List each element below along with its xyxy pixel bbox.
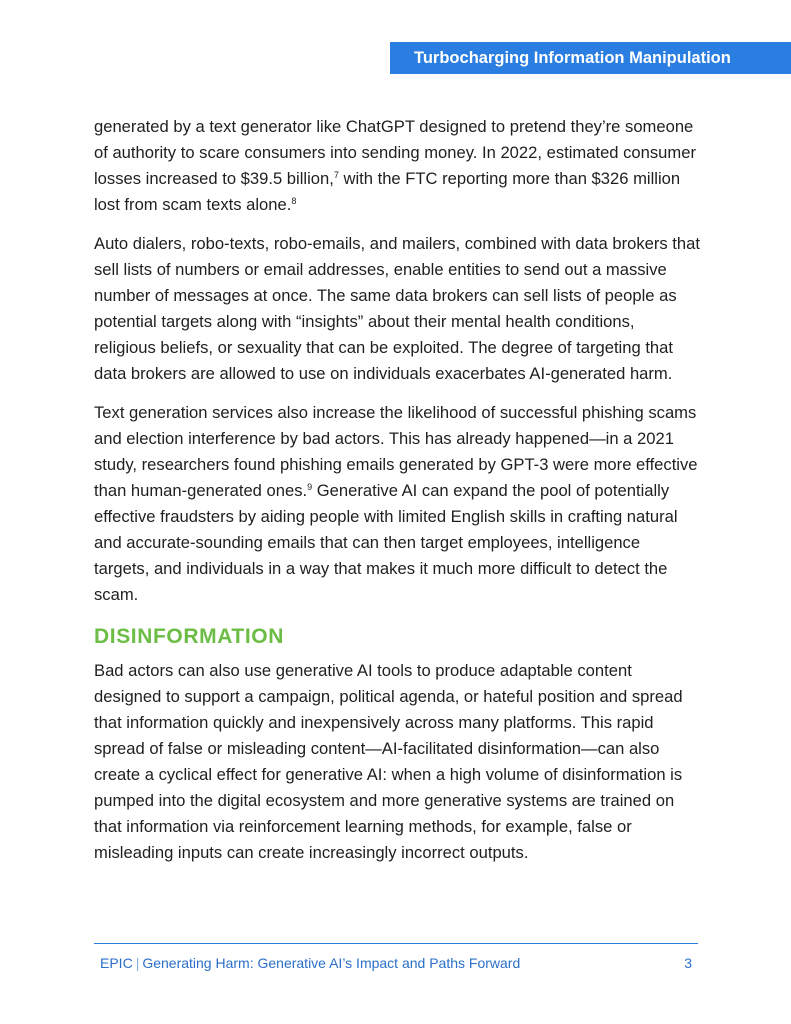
footnote-ref-8[interactable]: 8 bbox=[291, 196, 297, 206]
footnote-ref-7[interactable]: 7 bbox=[333, 170, 339, 180]
paragraph-text: Generative AI can expand the pool of potentially effective fraudsters by aiding people with limited English skills in crafting natural and accurate-sounding emails that can then target employees, intelligence targets, and individuals in a way that makes it much more difficult to detect the scam. bbox=[94, 481, 678, 604]
footer-separator: | bbox=[135, 955, 140, 971]
paragraph-text: Text generation services also increase the likelihood of successful phishing scams and election interference by bad actors. This has already happened—in a 2021 study, researchers found phishing emails generated by GPT-3 were more effective than human-generated ones. bbox=[94, 403, 698, 500]
footer-divider bbox=[94, 943, 698, 944]
paragraph-scam-losses bbox=[94, 114, 700, 218]
paragraph-text: generated by a text generator like ChatGPT designed to pretend they’re someone of authority to scare consumers into sending money. In 2022, estimated consumer losses increased to $39.5 billion, bbox=[94, 117, 696, 188]
footer-doc-title: Generating Harm: Generative AI’s Impact and Paths Forward bbox=[142, 955, 521, 971]
paragraph-phishing bbox=[94, 400, 700, 608]
paragraph-data-brokers: Auto dialers, robo-texts, robo-emails, and mailers, combined with data brokers that sell lists of numbers or email addresses, enable entities to send out a massive number of messages at once. The same data brokers can sell lists of people as potential targets along with “insights” about their mental health conditions, religious beliefs, or sexuality that can be exploited. The degree of targeting that data brokers are allowed to use on individuals exacerbates AI-generated harm. bbox=[94, 234, 700, 383]
page-body bbox=[94, 114, 700, 879]
page-number: 3 bbox=[684, 955, 692, 971]
footer-org: EPIC bbox=[100, 955, 133, 971]
section-header-title: Turbocharging Information Manipulation bbox=[414, 49, 731, 67]
footnote-ref-9[interactable]: 9 bbox=[307, 482, 313, 492]
paragraph-text: with the FTC reporting more than $326 million lost from scam texts alone. bbox=[94, 169, 681, 214]
page-footer bbox=[100, 953, 692, 973]
section-header-banner bbox=[390, 42, 791, 74]
paragraph-disinformation: Bad actors can also use generative AI tools to produce adaptable content designed to support a campaign, political agenda, or hateful position and spread that information quickly and inexpensively across many platforms. This rapid spread of false or misleading content—AI-facilitated disinformation—can also create a cyclical effect for generative AI: when a high volume of disinformation is pumped into the digital ecosystem and more generative systems are trained on that information via reinforcement learning methods, for example, false or misleading inputs can create increasingly incorrect outputs. bbox=[94, 661, 683, 862]
section-heading-disinformation: DISINFORMATION bbox=[94, 625, 284, 648]
